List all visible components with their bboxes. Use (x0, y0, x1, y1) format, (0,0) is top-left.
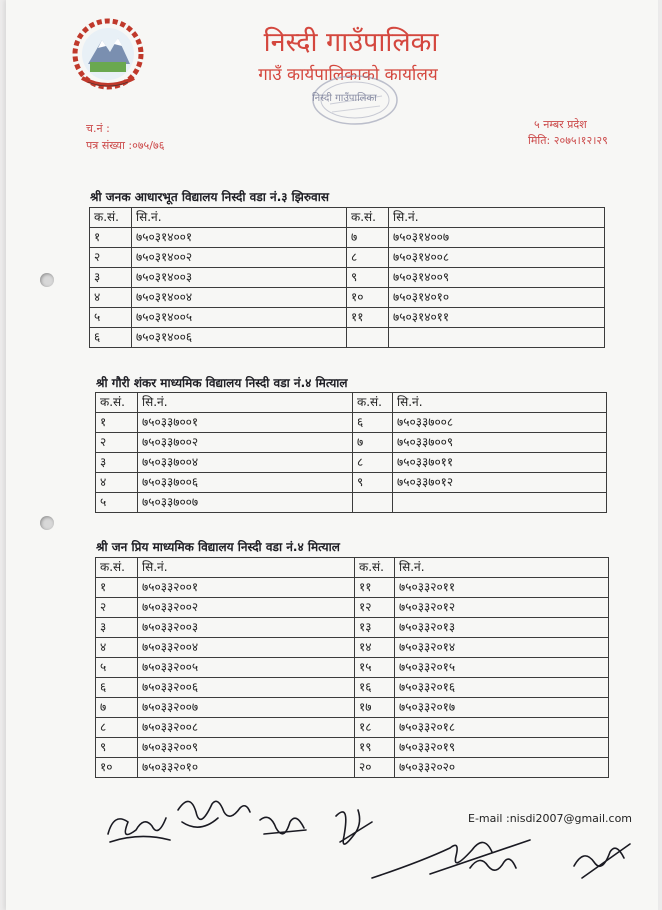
symbol-number-cell: ७५०३३२००४ (138, 638, 355, 658)
column-header: सि.नं. (395, 558, 609, 578)
column-header: क.सं. (347, 208, 389, 228)
symbol-number-cell: ७५०३१४००५ (132, 308, 347, 328)
symbol-number-cell: ७५०३१४००७ (389, 228, 605, 248)
symbol-number-cell: ७५०३३७००७ (138, 493, 353, 513)
symbol-number-cell: ७५०३१४०११ (389, 308, 605, 328)
school-title: श्री जनक आधारभूत विद्यालय निस्दी वडा नं.३ झिरुवास (90, 190, 329, 204)
registration-table (95, 392, 607, 513)
symbol-number-cell: ७५०३३२०२० (395, 758, 609, 778)
serial-cell: १० (96, 758, 138, 778)
table-row (96, 453, 607, 473)
table-row (96, 678, 609, 698)
serial-cell: ८ (353, 453, 393, 473)
table-row (96, 493, 607, 513)
serial-cell: १३ (355, 618, 395, 638)
serial-cell: १५ (355, 658, 395, 678)
symbol-number-cell: ७५०३३७००९ (393, 433, 607, 453)
symbol-number-cell: ७५०३१४००१ (132, 228, 347, 248)
table-row (90, 268, 605, 288)
symbol-number-cell: ७५०३३२०१६ (395, 678, 609, 698)
serial-cell: १ (96, 413, 138, 433)
symbol-number-cell: ७५०३३७००१ (138, 413, 353, 433)
table-row (96, 578, 609, 598)
punch-hole (40, 273, 54, 287)
table-row (90, 328, 605, 348)
symbol-number-cell: ७५०३३२००१ (138, 578, 355, 598)
serial-cell: ६ (90, 328, 132, 348)
table-row (90, 248, 605, 268)
symbol-number-cell: ७५०३३७०११ (393, 453, 607, 473)
table-row (96, 738, 609, 758)
school-title: श्री गौरी शंकर माध्यमिक विद्यालय निस्दी वडा नं.४ मित्याल (96, 376, 348, 390)
table-row (96, 413, 607, 433)
school-title: श्री जन प्रिय माध्यमिक विद्यालय निस्दी वडा नं.४ मित्याल (96, 540, 340, 554)
office-stamp-icon (300, 74, 410, 134)
email-address: E-mail :nisdi2007@gmail.com (468, 812, 633, 825)
serial-cell: ३ (90, 268, 132, 288)
serial-cell: २ (90, 248, 132, 268)
table-header-row (96, 558, 609, 578)
table-row (96, 758, 609, 778)
stamp-label: निस्दी गाउँपालिका (312, 93, 377, 104)
table-row (96, 718, 609, 738)
symbol-number-cell: ७५०३३२०१७ (395, 698, 609, 718)
table-row (96, 433, 607, 453)
table-header-row (96, 393, 607, 413)
column-header: क.सं. (355, 558, 395, 578)
table-row (96, 698, 609, 718)
serial-cell: ११ (347, 308, 389, 328)
serial-cell (347, 328, 389, 348)
serial-cell: १२ (355, 598, 395, 618)
symbol-number-cell: ७५०३१४००९ (389, 268, 605, 288)
symbol-number-cell: ७५०३३२०१५ (395, 658, 609, 678)
symbol-number-cell: ७५०३३७००६ (138, 473, 353, 493)
table-row (90, 288, 605, 308)
symbol-number-cell: ७५०३१४००२ (132, 248, 347, 268)
serial-cell (353, 493, 393, 513)
serial-cell: ५ (96, 658, 138, 678)
symbol-number-cell: ७५०३३२०१९ (395, 738, 609, 758)
symbol-number-cell: ७५०३३२०१८ (395, 718, 609, 738)
serial-cell: १ (96, 578, 138, 598)
serial-cell: ८ (347, 248, 389, 268)
symbol-number-cell (389, 328, 605, 348)
symbol-number-cell: ७५०३३२००७ (138, 698, 355, 718)
serial-cell: ८ (96, 718, 138, 738)
symbol-number-cell: ७५०३१४००८ (389, 248, 605, 268)
column-header: सि.नं. (132, 208, 347, 228)
serial-cell: ६ (353, 413, 393, 433)
serial-cell: २ (96, 433, 138, 453)
office-title: निस्दी गाउँपालिका (263, 27, 439, 58)
symbol-number-cell: ७५०३३२००६ (138, 678, 355, 698)
symbol-number-cell: ७५०३३२०११ (395, 578, 609, 598)
table-row (96, 618, 609, 638)
column-header: क.सं. (96, 393, 138, 413)
serial-cell: ४ (96, 473, 138, 493)
serial-cell: १९ (355, 738, 395, 758)
symbol-number-cell: ७५०३३२००५ (138, 658, 355, 678)
serial-cell: ४ (90, 288, 132, 308)
registration-table (95, 557, 609, 778)
registration-table (89, 207, 605, 348)
symbol-number-cell: ७५०३३२००३ (138, 618, 355, 638)
table-row (90, 308, 605, 328)
serial-cell: १४ (355, 638, 395, 658)
serial-cell: ५ (90, 308, 132, 328)
serial-cell: ४ (96, 638, 138, 658)
table-row (96, 598, 609, 618)
serial-cell: १७ (355, 698, 395, 718)
symbol-number-cell: ७५०३३२००२ (138, 598, 355, 618)
column-header: सि.नं. (138, 558, 355, 578)
symbol-number-cell: ७५०३१४००४ (132, 288, 347, 308)
serial-cell: ७ (353, 433, 393, 453)
column-header: सि.नं. (393, 393, 607, 413)
ref-number: च.नं : (86, 122, 110, 135)
serial-cell: २ (96, 598, 138, 618)
symbol-number-cell: ७५०३३२०१४ (395, 638, 609, 658)
table-header-row (90, 208, 605, 228)
symbol-number-cell: ७५०३३२०१३ (395, 618, 609, 638)
symbol-number-cell: ७५०३३२००९ (138, 738, 355, 758)
symbol-number-cell: ७५०३३७००२ (138, 433, 353, 453)
symbol-number-cell: ७५०३१४०१० (389, 288, 605, 308)
column-header: सि.नं. (389, 208, 605, 228)
table-row (96, 473, 607, 493)
serial-cell: ९ (96, 738, 138, 758)
symbol-number-cell: ७५०३३७००४ (138, 453, 353, 473)
column-header: क.सं. (90, 208, 132, 228)
serial-cell: १० (347, 288, 389, 308)
column-header: सि.नं. (138, 393, 353, 413)
serial-cell: ९ (347, 268, 389, 288)
table-row (96, 658, 609, 678)
symbol-number-cell: ७५०३३७००८ (393, 413, 607, 433)
serial-cell: ५ (96, 493, 138, 513)
serial-cell: ११ (355, 578, 395, 598)
letter-date: मिति: २०७५।१२।२९ (528, 134, 608, 147)
serial-cell: ९ (353, 473, 393, 493)
serial-cell: ७ (96, 698, 138, 718)
serial-cell: ६ (96, 678, 138, 698)
serial-cell: ७ (347, 228, 389, 248)
serial-cell: २० (355, 758, 395, 778)
symbol-number-cell: ७५०३३२००८ (138, 718, 355, 738)
serial-cell: ३ (96, 453, 138, 473)
column-header: क.सं. (353, 393, 393, 413)
punch-hole (40, 516, 54, 530)
table-row (96, 638, 609, 658)
letter-number: पत्र संख्या :०७५/७६ (86, 139, 165, 152)
serial-cell: ३ (96, 618, 138, 638)
symbol-number-cell: ७५०३१४००३ (132, 268, 347, 288)
symbol-number-cell: ७५०३३७०१२ (393, 473, 607, 493)
symbol-number-cell (393, 493, 607, 513)
signatures-icon (100, 782, 640, 892)
symbol-number-cell: ७५०३१४००६ (132, 328, 347, 348)
symbol-number-cell: ७५०३३२०१२ (395, 598, 609, 618)
office-subtitle: गाउँ कार्यपालिकाको कार्यालय (258, 65, 438, 85)
serial-cell: १६ (355, 678, 395, 698)
serial-cell: १८ (355, 718, 395, 738)
serial-cell: १ (90, 228, 132, 248)
symbol-number-cell: ७५०३३२०१० (138, 758, 355, 778)
column-header: क.सं. (96, 558, 138, 578)
province-label: ५ नम्बर प्रदेश (534, 118, 587, 131)
table-row (90, 228, 605, 248)
